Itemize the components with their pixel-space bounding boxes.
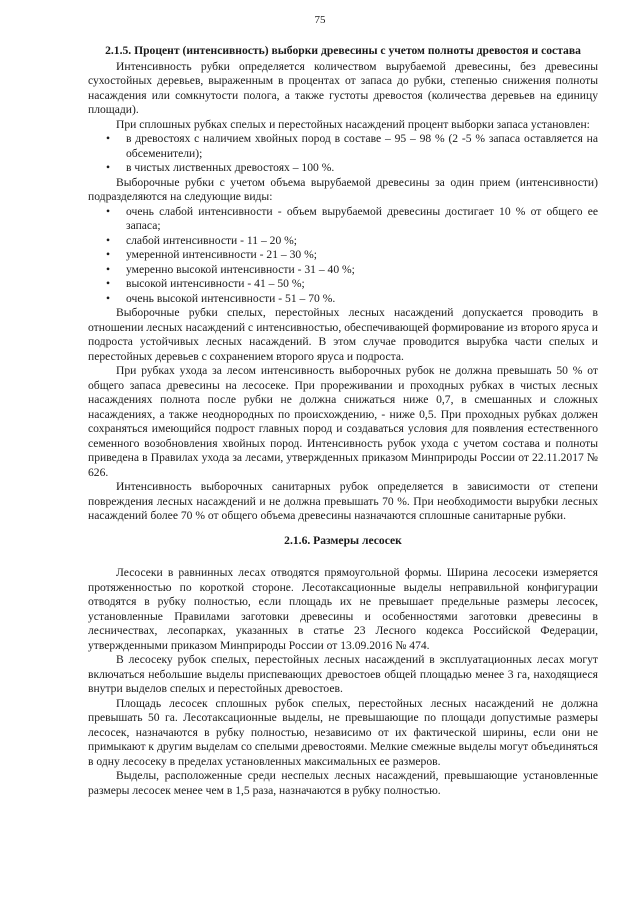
bullet-icon: • <box>106 291 111 305</box>
bullet-icon: • <box>106 277 111 290</box>
paragraph: Интенсивность выборочных санитарных рубок определяется в зависимости от степени повреждения лесных насаждений и не должна превышать 70 %. При необходимости вырубки лесных насаждений более 70 % от общего объема древесины назначаются сплошные санитарные рубки. <box>88 480 598 522</box>
bullet-icon: • <box>106 161 111 174</box>
bullet-icon: • <box>106 132 111 145</box>
list-item: • умеренной интенсивности - 21 – 30 %; <box>106 248 317 261</box>
list-item: • очень слабой интенсивности - объем вырубаемой древесины достигает 10 % от общего ее запаса; <box>106 204 598 232</box>
paragraph: При сплошных рубках спелых и перестойных насаждений процент выборки запаса установлен: <box>116 117 590 131</box>
bullet-icon: • <box>106 233 111 247</box>
list-item: • очень высокой интенсивности - 51 – 70 %. <box>106 291 336 305</box>
bullet-list-clearcut <box>88 132 598 176</box>
paragraph: Выборочные рубки с учетом объема вырубаемой древесины за один прием (интенсивности) подразделяются на следующие виды: <box>88 175 598 203</box>
paragraph: При рубках ухода за лесом интенсивность выборочных рубок не должна превышать 50 % от общего запаса древесины на лесосеке. При прореживании и проходных рубках в чистых лесных насаждениях полнота после рубки не должна снижаться ниже 0,7, в смешанных и сложных насаждениях, а также неоднородных по происхождению, - ниже 0,5. При проходных рубках должен сохраняться имеющийся подрост главных пород и создаваться условия для появления естественного семенного возобновления хвойных пород. Интенсивность рубок ухода с учетом состава и полноты приведена в Правилах ухода за лесами, утвержденных приказом Минприроды России от 22.11.2017 № 626. <box>88 364 598 479</box>
list-item: • слабой интенсивности - 11 – 20 %; <box>106 233 298 247</box>
section-title-2-1-5: 2.1.5. Процент (интенсивность) выборки древесины с учетом полноты древостоя и состава <box>105 44 581 57</box>
section-title-2-1-6: 2.1.6. Размеры лесосек <box>284 533 402 547</box>
list-item: • умеренно высокой интенсивности - 31 – 40 %; <box>106 262 355 276</box>
paragraph: Выборочные рубки спелых, перестойных лесных насаждений допускается проводить в отношении лесных насаждений с интенсивностью, обеспечивающей формирование из второго яруса и подроста устойчивых лесных насаждений. В этом случае проводится вырубка части спелых и перестойных деревьев с сохранением второго яруса и подроста. <box>88 306 598 363</box>
list-item: • в чистых лиственных древостоях – 100 %. <box>106 161 335 174</box>
list-item: • в древостоях с наличием хвойных пород в составе – 95 – 98 % (2 -5 % запаса оставляется на обсеменители); <box>106 132 598 160</box>
bullet-icon: • <box>106 204 111 218</box>
list-item: • высокой интенсивности - 41 – 50 %; <box>106 277 305 290</box>
bullet-icon: • <box>106 248 111 261</box>
bullet-list-intensity <box>88 205 598 307</box>
paragraph: Выделы, расположенные среди неспелых лесных насаждений, превышающие установленные размеры лесосек менее чем в 1,5 раза, назначаются в рубку полностью. <box>88 769 598 797</box>
page-body <box>88 44 598 798</box>
paragraph: Лесосеки в равнинных лесах отводятся прямоугольной формы. Ширина лесосеки измеряется протяженностью по короткой стороне. Лесотаксационные выделы неправильной конфигурации отводятся в рубку полностью, если площадь их не превышает предельные размеры лесосек, установленные Правилами заготовки древесины и особенностями заготовки древесины в лесничествах, лесопарках, указанных в статье 23 Лесного кодекса Российской Федерации, утвержденными приказом Минприроды России от 13.09.2016 № 474. <box>88 566 598 652</box>
bullet-icon: • <box>106 262 111 276</box>
paragraph: Интенсивность рубки определяется количеством вырубаемой древесины, без древесины сухостойных деревьев, выраженным в процентах от запаса до рубки, степенью снижения полноты насаждения или сомкнутости полога, а также густоты древостоя (количества деревьев на единицу площади). <box>88 59 598 116</box>
paragraph: В лесосеку рубок спелых, перестойных лесных насаждений в эксплуатационных лесах могут включаться небольшие выделы приспевающих древостоев общей площадью менее 3 га, находящиеся внутри выделов спелых и перестойных древостоев. <box>88 653 598 695</box>
paragraph: Площадь лесосек сплошных рубок спелых, перестойных лесных насаждений не должна превышать 50 га. Лесотаксационные выделы, не превышающие по площади допустимые размеры лесосек, назначаются в рубку полностью, независимо от их фактической ширины, если они не примыкают к другим выделам со спелыми древостоями. Мелкие смежные выделы могут объединяться в одну лесосеку в пределах установленных максимальных ее размеров. <box>88 696 598 768</box>
page-number: 75 <box>314 14 326 26</box>
